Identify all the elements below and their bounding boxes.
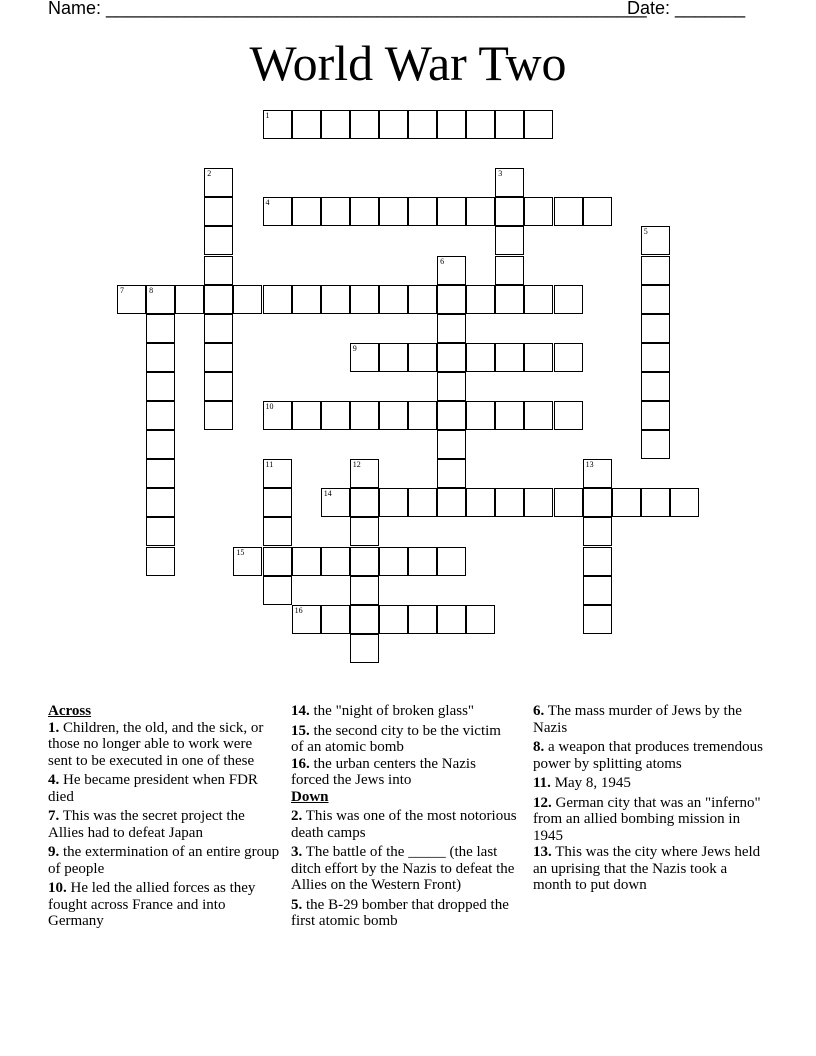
grid-cell[interactable] [408, 110, 437, 139]
grid-cell[interactable] [263, 110, 292, 139]
grid-cell[interactable] [204, 256, 233, 285]
grid-cell[interactable] [350, 576, 379, 605]
grid-cell[interactable] [379, 110, 408, 139]
down-heading: Down [291, 788, 329, 805]
grid-cell[interactable] [466, 285, 495, 314]
grid-cell[interactable] [437, 401, 466, 430]
clue-down-11 [533, 775, 769, 792]
grid-cell[interactable] [146, 401, 175, 430]
grid-cell[interactable] [146, 343, 175, 372]
grid-cell[interactable] [495, 110, 524, 139]
grid-cell[interactable] [583, 197, 612, 226]
grid-cell[interactable] [641, 285, 670, 314]
grid-cell[interactable] [408, 605, 437, 634]
grid-cell[interactable] [437, 605, 466, 634]
grid-cell[interactable] [437, 547, 466, 576]
cell-number: 3 [498, 169, 503, 179]
clue-text: The battle of the _____ (the last ditch effort by the Nazis to defeat the Allies on the Western Front) [291, 844, 515, 893]
grid-cell[interactable] [554, 343, 583, 372]
clue-text: the second city to be the victim of an atomic bomb [291, 722, 501, 755]
clue-number: 16. [291, 755, 310, 772]
grid-cell[interactable] [670, 488, 699, 517]
grid-cell[interactable] [263, 197, 292, 226]
cell-number: 11 [265, 460, 274, 470]
clue-text: the extermination of an entire group of people [48, 844, 280, 877]
grid-cell[interactable] [350, 547, 379, 576]
clue-column-2 [291, 703, 517, 933]
grid-cell[interactable] [233, 285, 262, 314]
grid-cell[interactable] [350, 110, 379, 139]
cell-number: 4 [265, 198, 270, 208]
clue-text: the B-29 bomber that dropped the first atomic bomb [291, 896, 509, 929]
clue-number: 6. [533, 703, 545, 719]
grid-cell[interactable] [408, 488, 437, 517]
grid-cell[interactable] [641, 226, 670, 255]
grid-cell[interactable] [437, 256, 466, 285]
grid-cell[interactable] [466, 110, 495, 139]
grid-cell[interactable] [524, 488, 553, 517]
grid-cell[interactable] [554, 488, 583, 517]
grid-cell[interactable] [379, 547, 408, 576]
clue-text: a weapon that produces tremendous power by splitting atoms [533, 739, 763, 772]
grid-cell[interactable] [437, 430, 466, 459]
grid-cell[interactable] [204, 285, 233, 314]
grid-cell[interactable] [495, 168, 524, 197]
grid-cell[interactable] [350, 517, 379, 546]
grid-cell[interactable] [350, 197, 379, 226]
cell-number: 13 [585, 460, 594, 470]
clue-text: the "night of broken glass" [313, 703, 475, 719]
grid-cell[interactable] [321, 605, 350, 634]
grid-cell[interactable] [263, 488, 292, 517]
clue-number: 13. [533, 844, 552, 860]
grid-cell[interactable] [350, 285, 379, 314]
grid-cell[interactable] [612, 488, 641, 517]
clue-number: 2. [291, 808, 303, 824]
grid-cell[interactable] [466, 401, 495, 430]
grid-cell[interactable] [408, 343, 437, 372]
clue-across-1 [48, 720, 280, 770]
grid-cell[interactable] [321, 401, 350, 430]
clue-column-3 [533, 703, 769, 897]
clue-down-6 [533, 703, 769, 736]
grid-cell[interactable] [641, 372, 670, 401]
clue-text: German city that was an "inferno" from an allied bombing mission in 1945 [533, 794, 761, 844]
clue-text: This was the city where Jews held an uprising that the Nazis took a month to put down [533, 844, 761, 893]
clue-down-13 [533, 844, 769, 894]
clue-number: 9. [48, 844, 60, 860]
clue-text: He became president when FDR died [48, 772, 258, 805]
clue-text: the urban centers the Nazis forced the Jews into [291, 755, 476, 788]
grid-cell[interactable] [321, 547, 350, 576]
grid-cell[interactable] [495, 488, 524, 517]
grid-cell[interactable] [204, 314, 233, 343]
grid-cell[interactable] [146, 459, 175, 488]
grid-cell[interactable] [495, 401, 524, 430]
grid-cell[interactable] [524, 110, 553, 139]
clue-text: The mass murder of Jews by the Nazis [533, 703, 742, 736]
grid-cell[interactable] [117, 285, 146, 314]
grid-cell[interactable] [263, 285, 292, 314]
grid-cell[interactable] [146, 547, 175, 576]
grid-cell[interactable] [204, 168, 233, 197]
grid-cell[interactable] [437, 343, 466, 372]
grid-cell[interactable] [379, 605, 408, 634]
clue-down-3 [291, 844, 517, 894]
grid-cell[interactable] [466, 343, 495, 372]
grid-cell[interactable] [263, 517, 292, 546]
grid-cell[interactable] [495, 343, 524, 372]
grid-cell[interactable] [146, 285, 175, 314]
grid-cell[interactable] [292, 110, 321, 139]
grid-cell[interactable] [379, 488, 408, 517]
cell-number: 10 [265, 402, 274, 411]
grid-cell[interactable] [175, 285, 204, 314]
grid-cell[interactable] [292, 285, 321, 314]
clue-across-16 [291, 756, 517, 789]
grid-cell[interactable] [641, 430, 670, 459]
clue-across-4 [48, 772, 280, 805]
grid-cell[interactable] [379, 343, 408, 372]
grid-cell[interactable] [408, 547, 437, 576]
grid-cell[interactable] [554, 401, 583, 430]
grid-cell[interactable] [437, 459, 466, 488]
grid-cell[interactable] [379, 401, 408, 430]
grid-cell[interactable] [583, 605, 612, 634]
clue-across-9 [48, 844, 280, 877]
grid-cell[interactable] [641, 314, 670, 343]
grid-cell[interactable] [204, 226, 233, 255]
grid-cell[interactable] [554, 285, 583, 314]
grid-cell[interactable] [379, 197, 408, 226]
clue-down-5 [291, 897, 517, 930]
grid-cell[interactable] [641, 488, 670, 517]
grid-cell[interactable] [641, 401, 670, 430]
grid-cell[interactable] [146, 430, 175, 459]
clue-across-7 [48, 808, 280, 841]
grid-cell[interactable] [524, 197, 553, 226]
grid-cell[interactable] [263, 401, 292, 430]
grid-cell[interactable] [321, 285, 350, 314]
clue-number: 10. [48, 880, 67, 896]
grid-cell[interactable] [408, 401, 437, 430]
grid-cell[interactable] [292, 197, 321, 226]
clue-across-10 [48, 880, 280, 930]
name-field-label: Name: ______________________________________________________ [48, 0, 647, 18]
grid-cell[interactable] [263, 459, 292, 488]
grid-cell[interactable] [641, 256, 670, 285]
grid-cell[interactable] [408, 285, 437, 314]
grid-cell[interactable] [437, 372, 466, 401]
cell-number: 16 [294, 605, 303, 615]
grid-cell[interactable] [263, 547, 292, 576]
clue-number: 1. [48, 719, 60, 736]
clue-text: This was one of the most notorious death camps [291, 808, 517, 841]
grid-cell[interactable] [466, 488, 495, 517]
grid-cell[interactable] [437, 197, 466, 226]
grid-cell[interactable] [437, 314, 466, 343]
clue-number: 8. [533, 739, 545, 755]
grid-cell[interactable] [437, 285, 466, 314]
page-title: World War Two [249, 35, 567, 91]
grid-cell[interactable] [524, 343, 553, 372]
grid-cell[interactable] [495, 197, 524, 226]
cell-number: 15 [236, 547, 245, 557]
cell-number: 1 [265, 111, 270, 120]
grid-cell[interactable] [204, 197, 233, 226]
clue-column-1 [48, 703, 280, 933]
grid-cell[interactable] [146, 372, 175, 401]
across-heading: Across [48, 703, 92, 719]
grid-cell[interactable] [495, 285, 524, 314]
grid-cell[interactable] [583, 488, 612, 517]
grid-cell[interactable] [146, 314, 175, 343]
cell-number: 2 [207, 169, 212, 179]
grid-cell[interactable] [146, 488, 175, 517]
grid-cell[interactable] [379, 285, 408, 314]
grid-cell[interactable] [321, 488, 350, 517]
grid-cell[interactable] [146, 517, 175, 546]
cell-number: 7 [120, 285, 124, 295]
clue-down-2 [291, 808, 517, 841]
cell-number: 12 [352, 460, 361, 470]
grid-cell[interactable] [263, 576, 292, 605]
cell-number: 5 [643, 227, 648, 237]
clue-number: 4. [48, 772, 60, 788]
clue-number: 3. [291, 844, 303, 860]
clue-number: 7. [48, 808, 60, 824]
grid-cell[interactable] [204, 343, 233, 372]
grid-cell[interactable] [524, 401, 553, 430]
grid-cell[interactable] [437, 488, 466, 517]
grid-cell[interactable] [583, 576, 612, 605]
clue-number: 12. [533, 794, 552, 811]
cell-number: 8 [149, 285, 154, 295]
cell-number: 14 [323, 489, 332, 499]
clue-across-15 [291, 723, 517, 756]
grid-cell[interactable] [204, 401, 233, 430]
grid-cell[interactable] [321, 110, 350, 139]
grid-cell[interactable] [204, 372, 233, 401]
grid-cell[interactable] [292, 401, 321, 430]
grid-cell[interactable] [408, 197, 437, 226]
grid-cell[interactable] [583, 459, 612, 488]
grid-cell[interactable] [292, 547, 321, 576]
grid-cell[interactable] [495, 256, 524, 285]
grid-cell[interactable] [641, 343, 670, 372]
grid-cell[interactable] [466, 605, 495, 634]
date-field-label: Date: _______ [627, 0, 746, 18]
grid-cell[interactable] [583, 517, 612, 546]
clue-text: May 8, 1945 [554, 775, 631, 791]
clue-down-12 [533, 795, 769, 845]
grid-cell[interactable] [583, 547, 612, 576]
grid-cell[interactable] [466, 197, 495, 226]
grid-cell[interactable] [350, 488, 379, 517]
cell-number: 9 [352, 343, 357, 353]
grid-cell[interactable] [350, 459, 379, 488]
clue-across-14 [291, 703, 517, 720]
grid-cell[interactable] [495, 226, 524, 255]
grid-cell[interactable] [321, 197, 350, 226]
grid-cell[interactable] [233, 547, 262, 576]
grid-cell[interactable] [350, 634, 379, 663]
grid-cell[interactable] [350, 343, 379, 372]
clue-number: 11. [533, 775, 551, 791]
cell-number: 6 [440, 256, 445, 266]
grid-cell[interactable] [350, 605, 379, 634]
clue-number: 5. [291, 896, 303, 913]
clue-text: He led the allied forces as they fought across France and into Germany [48, 880, 256, 929]
grid-cell[interactable] [292, 605, 321, 634]
grid-cell[interactable] [554, 197, 583, 226]
clue-number: 14. [291, 703, 310, 719]
grid-cell[interactable] [524, 285, 553, 314]
clue-text: Children, the old, and the sick, or those no longer able to work were sent to be executed in one of these [48, 719, 264, 769]
grid-cell[interactable] [437, 110, 466, 139]
grid-cell[interactable] [350, 401, 379, 430]
clue-text: This was the secret project the Allies had to defeat Japan [48, 808, 245, 841]
clue-number: 15. [291, 722, 310, 739]
clue-down-8 [533, 739, 769, 772]
